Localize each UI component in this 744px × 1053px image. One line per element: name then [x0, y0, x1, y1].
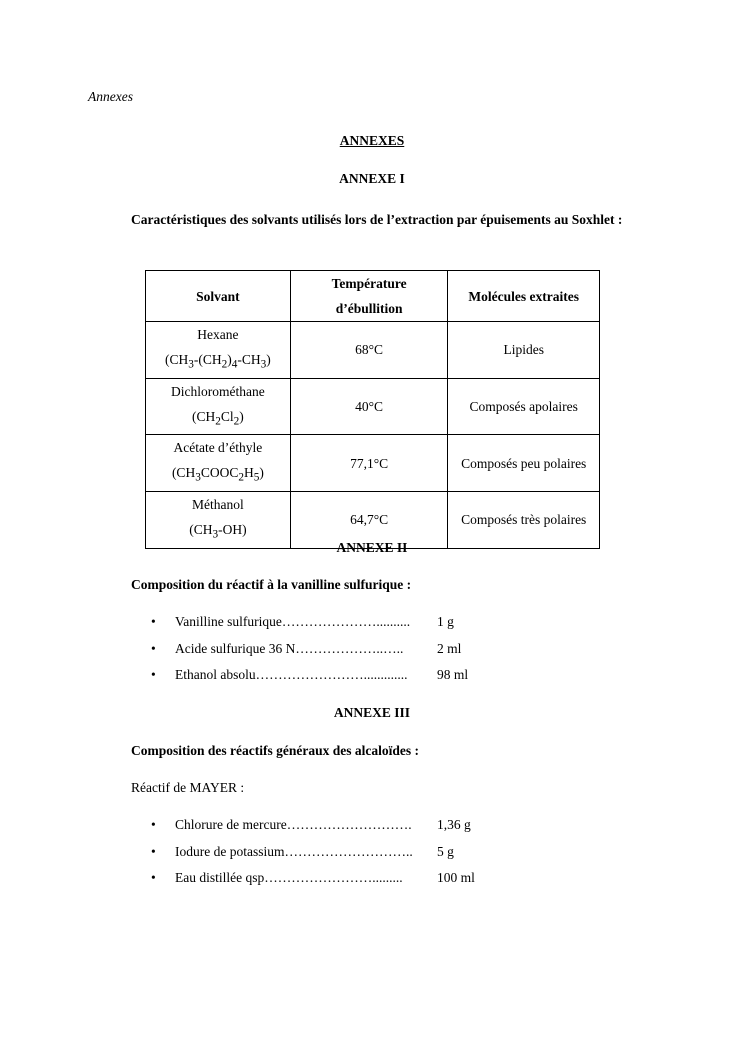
bullet-icon: •: [151, 640, 156, 656]
solvent-name: Méthanol: [192, 497, 244, 513]
table-row: [146, 378, 600, 435]
annexe-2-subtitle: Composition du réactif à la vanilline sulfurique :: [131, 577, 412, 592]
temp-cell: 77,1°C: [290, 435, 448, 492]
solvents-table: [145, 270, 600, 549]
temp-cell: 64,7°C: [290, 492, 448, 549]
molecules-cell: Composés très polaires: [448, 492, 600, 549]
bullet-icon: •: [151, 843, 156, 859]
solvent-name: Dichlorométhane: [171, 383, 265, 399]
item-qty: 100 ml: [437, 870, 475, 885]
solvent-cell: [146, 435, 291, 492]
annexe-3-title: ANNEXE III: [333, 705, 411, 720]
item-qty: 1 g: [437, 614, 454, 629]
annexe-1-title: ANNEXE I: [339, 171, 405, 186]
list-item: [151, 609, 468, 636]
item-name: Eau distillée qsp…………………….........: [175, 870, 403, 885]
item-qty: 2 ml: [437, 640, 462, 656]
solvent-cell: [146, 322, 291, 379]
item-qty: 1,36 g: [437, 817, 471, 832]
item-name: Vanilline sulfurique…………………..........: [175, 614, 411, 629]
bullet-icon: •: [151, 817, 156, 832]
header-molecules: Molécules extraites: [448, 271, 600, 322]
list-item: [151, 662, 468, 689]
table-row: [146, 435, 600, 492]
reagent-name: Réactif de MAYER :: [131, 780, 245, 795]
annexes-title: ANNEXES: [339, 133, 405, 148]
solvent-formula: $(CH_3COOC_2H_5)$: [171, 465, 264, 485]
header-temp-line2: d’ébullition: [335, 301, 403, 316]
annexe-2-list: [151, 609, 468, 689]
solvent-formula: $(CH_2Cl_2)$: [192, 408, 244, 428]
annexe-3-list: [151, 812, 475, 892]
solvent-cell: [146, 378, 291, 435]
item-name: Ethanol absolu…………………….............: [175, 667, 408, 682]
table-row: [146, 322, 600, 379]
bullet-icon: •: [151, 667, 156, 682]
annexe-1-intro: Caractéristiques des solvants utilisés lors de l’extraction par épuisements au Soxhlet :: [131, 212, 623, 227]
header-solvant: Solvant: [146, 271, 291, 322]
molecules-cell: Composés peu polaires: [448, 435, 600, 492]
running-header: Annexes: [88, 89, 133, 104]
table-header-row: [146, 271, 600, 322]
list-item: [151, 636, 468, 663]
molecules-cell: Lipides: [448, 322, 600, 379]
solvent-formula: $(CH_3-OH)$: [189, 522, 247, 541]
temp-cell: 68°C: [290, 322, 448, 379]
header-temp-line1: Température: [331, 276, 407, 291]
solvent-name: Acétate d’éthyle: [173, 440, 263, 456]
item-name: Chlorure de mercure……………………….: [175, 817, 412, 832]
item-qty: 5 g: [437, 843, 454, 859]
list-item: [151, 839, 475, 866]
solvent-name: Hexane: [197, 327, 239, 342]
molecules-cell: Composés apolaires: [448, 378, 600, 435]
item-name: Iodure de potassium………………………..: [175, 843, 413, 859]
bullet-icon: •: [151, 614, 156, 629]
annexe-3-subtitle: Composition des réactifs généraux des alcaloïdes :: [131, 743, 419, 758]
list-item: [151, 812, 475, 839]
item-name: Acide sulfurique 36 N………………..…..: [175, 640, 404, 656]
list-item: [151, 865, 475, 892]
header-temperature: [290, 271, 448, 322]
temp-cell: 40°C: [290, 378, 448, 435]
solvent-formula: $(CH_3-(CH_2)_4-CH_3)$: [165, 352, 271, 371]
annexe-2-title: ANNEXE II: [336, 540, 408, 555]
item-qty: 98 ml: [437, 667, 469, 682]
bullet-icon: •: [151, 870, 156, 885]
